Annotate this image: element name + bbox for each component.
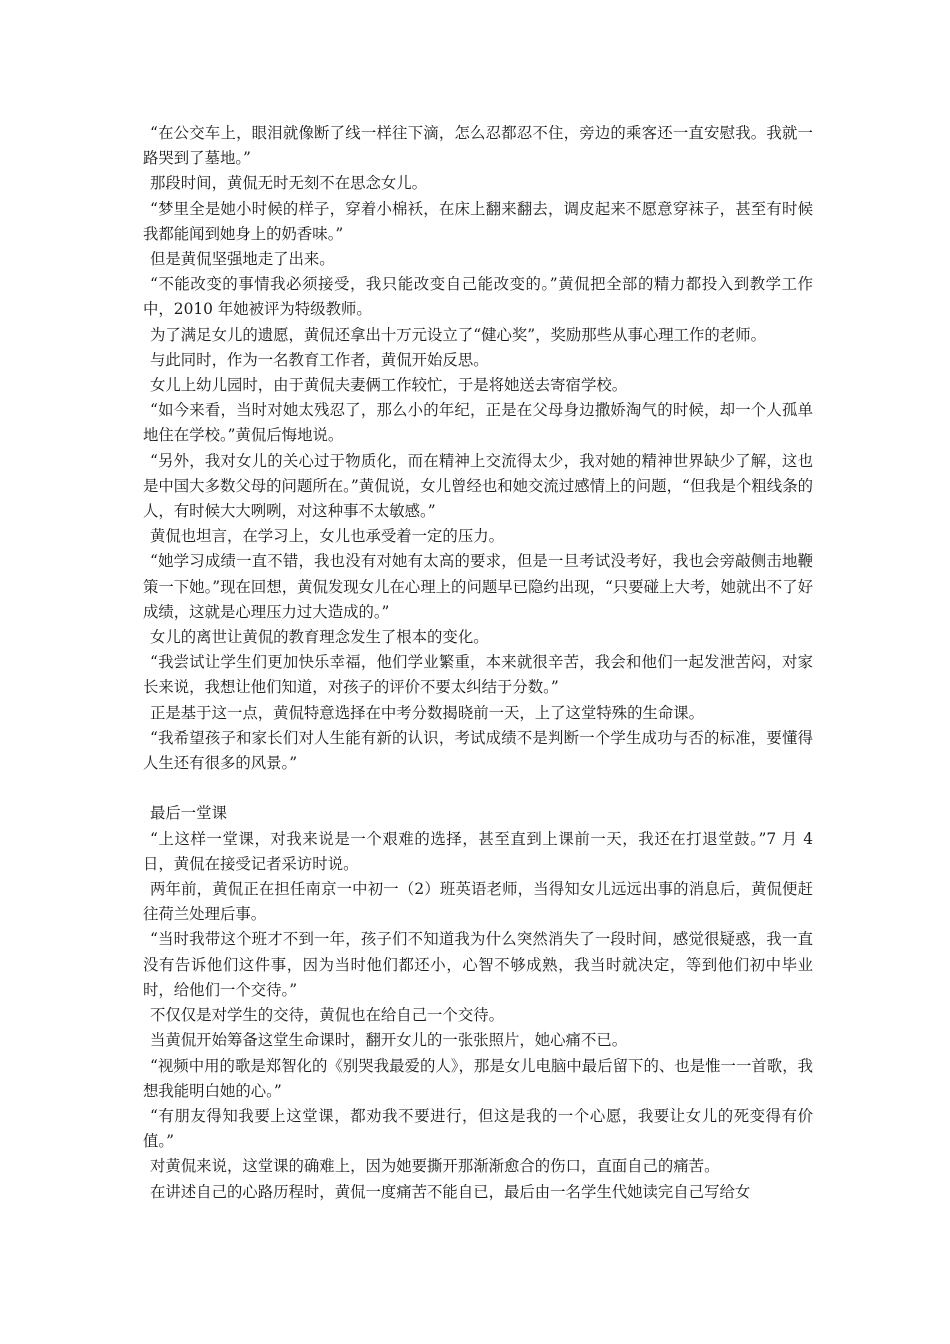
paragraph: 两年前，黄侃正在担任南京一中初一（2）班英语老师，当得知女儿远远出事的消息后，黄侃便赶往荷兰处理后事。 (143, 880, 813, 924)
paragraph: 当黄侃开始筹备这堂生命课时，翻开女儿的一张张照片，她心痛不已。 (150, 1031, 628, 1050)
paragraph: “我希望孩子和家长们对人生能有新的认识，考试成绩不是判断一个学生成功与否的标准，要懂得人生还有很多的风景。” (143, 728, 813, 773)
paragraph: 正是基于这一点，黄侃特意选择在中考分数揭晓前一天，上了这堂特殊的生命课。 (150, 703, 705, 722)
paragraph: “不能改变的事情我必须接受，我只能改变自己能改变的。”黄侃把全部的精力都投入到教学工作中，2010 年她被评为特级教师。 (143, 275, 813, 319)
paragraph: “在公交车上，眼泪就像断了线一样往下滴，怎么忍都忍不住，旁边的乘客还一直安慰我。我就一路哭到了墓地。” (143, 124, 813, 168)
paragraph: “有朋友得知我要上这堂课，都劝我不要进行，但这是我的一个心愿，我要让女儿的死变得有价值。” (143, 1106, 813, 1151)
paragraph: “梦里全是她小时候的样子，穿着小棉袄，在床上翻来翻去，调皮起来不愿意穿袜子，甚至有时候我都能闻到她身上的奶香味。” (143, 199, 813, 243)
paragraph: 女儿的离世让黄侃的教育理念发生了根本的变化。 (150, 628, 489, 647)
paragraph: “视频中用的歌是郑智化的《别哭我最爱的人》，那是女儿电脑中最后留下的、也是惟一一首歌，我想我能明白她的心。” (143, 1056, 813, 1100)
paragraph: “我尝试让学生们更加快乐幸福，他们学业繁重，本来就很辛苦，我会和他们一起发泄苦闷，对家长来说，我想让他们知道，对孩子的评价不要太纠结于分数。” (143, 653, 813, 697)
paragraph: 为了满足女儿的遗愿，黄侃还拿出十万元设立了“健心奖”，奖励那些从事心理工作的老师。 (150, 325, 766, 344)
paragraph: 不仅仅是对学生的交待，黄侃也在给自己一个交待。 (150, 1006, 504, 1025)
paragraph: “当时我带这个班才不到一年，孩子们不知道我为什么突然消失了一段时间，感觉很疑惑，我一直没有告诉他们这件事，因为当时他们都还小，心智不够成熟，我当时就决定，等到他们初中毕业时，给他们一个交待。” (143, 930, 813, 999)
paragraph: 但是黄侃坚强地走了出来。 (150, 250, 335, 269)
paragraph: “她学习成绩一直不错，我也没有对她有太高的要求，但是一旦考试没考好，我也会旁敲侧击地鞭策一下她。”现在回想，黄侃发现女儿在心理上的问题早已隐约出现，“只要碰上大考，她就出不了好成绩，这就是心理压力过大造成的。” (143, 552, 813, 621)
paragraph: 女儿上幼儿园时，由于黄侃夫妻俩工作较忙，于是将她送去寄宿学校。 (150, 376, 628, 395)
paragraph: “另外，我对女儿的关心过于物质化，而在精神上交流得太少，我对她的精神世界缺少了解，这也是中国大多数父母的问题所在。”黄侃说，女儿曾经也和她交流过感情上的问题，“但我是个粗线条的人，有时候大大咧咧，对这种事不太敏感。” (143, 451, 813, 521)
article-body (143, 121, 813, 1205)
paragraph: “如今来看，当时对她太残忍了，那么小的年纪，正是在父母身边撒娇淘气的时候，却一个人孤单地住在学校。”黄侃后悔地说。 (143, 401, 813, 445)
blank-line (143, 776, 813, 801)
paragraph: 那段时间，黄侃无时无刻不在思念女儿。 (150, 174, 428, 193)
paragraph: 与此同时，作为一名教育工作者，黄侃开始反思。 (150, 350, 489, 369)
paragraph: “上这样一堂课，对我来说是一个艰难的选择，甚至直到上课前一天，我还在打退堂鼓。”7 月 4 日，黄侃在接受记者采访时说。 (143, 829, 813, 873)
paragraph: 在讲述自己的心路历程时，黄侃一度痛苦不能自已，最后由一名学生代她读完自己写给女 (150, 1182, 751, 1201)
paragraph: 黄侃也坦言，在学习上，女儿也承受着一定的压力。 (150, 527, 504, 546)
paragraph: 对黄侃来说，这堂课的确难上，因为她要撕开那渐渐愈合的伤口，直面自己的痛苦。 (150, 1157, 720, 1176)
section-heading: 最后一堂课 (150, 804, 227, 823)
